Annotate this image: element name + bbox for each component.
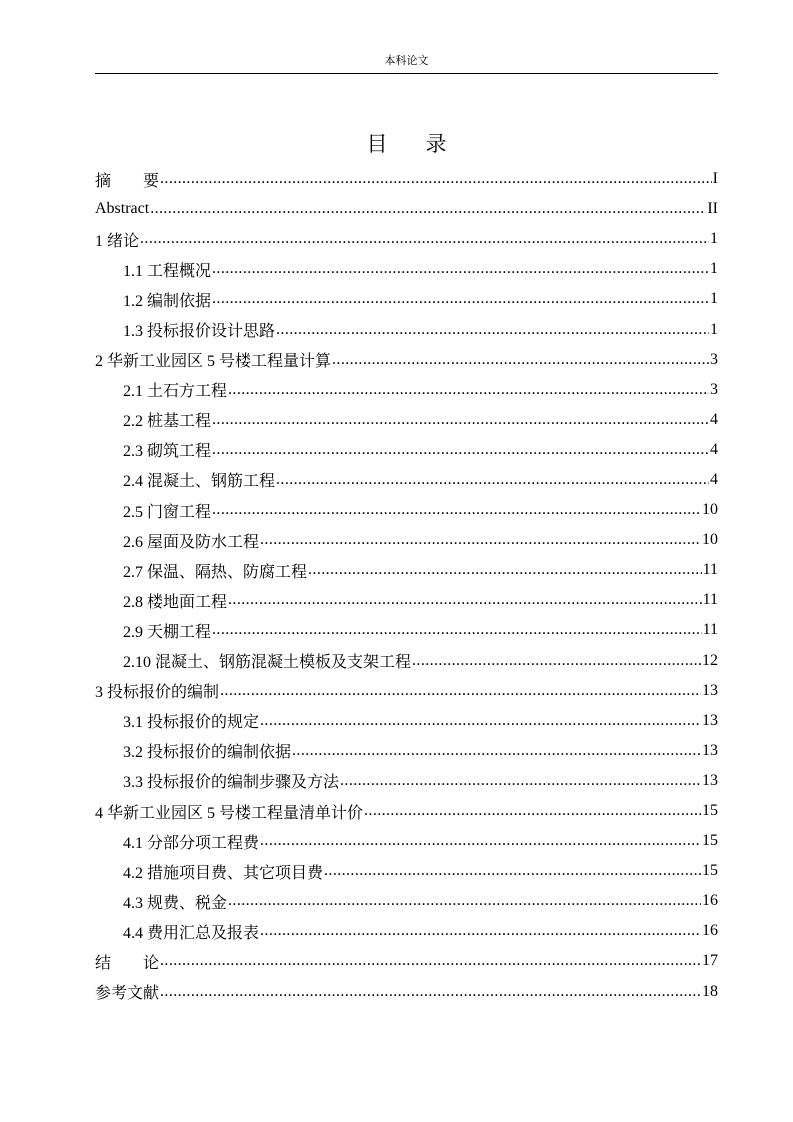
toc-entry[interactable] xyxy=(95,164,718,194)
toc-entry-page-number: 1 xyxy=(710,230,718,248)
toc-dot-leader xyxy=(260,531,701,549)
toc-dot-leader xyxy=(260,922,701,940)
toc-entry-label: 2.5 门窗工程 xyxy=(123,503,212,521)
toc-dot-leader xyxy=(228,892,701,910)
toc-entry-label: 4.3 规费、税金 xyxy=(123,894,228,912)
toc-entry[interactable] xyxy=(95,284,718,314)
toc-entry-page-number: I xyxy=(712,170,718,188)
toc-entry-label: 1.1 工程概况 xyxy=(123,262,212,280)
toc-entry-label: 2.2 桩基工程 xyxy=(123,413,212,431)
toc-dot-leader xyxy=(212,441,709,459)
toc-entry-label: 4.2 措施项目费、其它项目费 xyxy=(123,864,324,882)
toc-entry-label: 1.2 编制依据 xyxy=(123,292,212,310)
toc-entry-page-number: 18 xyxy=(702,982,718,1000)
toc-entry[interactable] xyxy=(95,555,718,585)
toc-title-part2: 录 xyxy=(425,132,447,156)
toc-entry[interactable] xyxy=(95,194,718,224)
toc-dot-leader xyxy=(412,652,701,670)
toc-dot-leader xyxy=(212,290,709,308)
toc-entry-page-number: 13 xyxy=(702,741,718,759)
toc-dot-leader xyxy=(220,682,701,700)
toc-dot-leader xyxy=(292,742,701,760)
toc-entry-label: 2 华新工业园区 5 号楼工程量计算 xyxy=(95,353,332,371)
toc-entry-label: 3.1 投标报价的规定 xyxy=(123,714,260,732)
toc-entry-label: 3.3 投标报价的编制步骤及方法 xyxy=(123,774,340,792)
toc-entry-label: 2.10 混凝土、钢筋混凝土模板及支架工程 xyxy=(123,654,412,672)
toc-entry-page-number: 1 xyxy=(710,290,718,308)
toc-entry-page-number: 13 xyxy=(702,771,718,789)
toc-entry-label: 2.8 楼地面工程 xyxy=(123,593,228,611)
toc-entry[interactable] xyxy=(95,345,718,375)
toc-entry[interactable] xyxy=(95,946,718,976)
toc-entry[interactable] xyxy=(95,495,718,525)
toc-entry[interactable] xyxy=(95,224,718,254)
toc-dot-leader xyxy=(276,471,709,489)
toc-dot-leader xyxy=(160,952,701,970)
toc-title-part1: 目 xyxy=(366,132,388,156)
toc-entry-page-number: 15 xyxy=(702,862,718,880)
toc-entry-page-number: 3 xyxy=(710,380,718,398)
toc-entry-label: 4.4 费用汇总及报表 xyxy=(123,924,260,942)
toc-entry-label: 4.1 分部分项工程费 xyxy=(123,834,260,852)
toc-entry-label: 摘 要 xyxy=(95,172,160,190)
toc-entry-page-number: 3 xyxy=(710,350,718,368)
toc-entry-label: Abstract xyxy=(95,200,150,218)
toc-dot-leader xyxy=(212,260,709,278)
page-header: 本科论文 xyxy=(384,55,429,67)
toc-title xyxy=(95,130,718,158)
toc-entry-page-number: 10 xyxy=(702,501,718,519)
toc-entry-label: 1 绪论 xyxy=(95,232,140,250)
toc-dot-leader xyxy=(160,983,701,1001)
toc-entry-page-number: 4 xyxy=(710,410,718,428)
toc-entry[interactable] xyxy=(95,525,718,555)
toc-dot-leader xyxy=(212,621,702,639)
toc-dot-leader xyxy=(308,561,702,579)
toc-entry-label: 2.9 天棚工程 xyxy=(123,623,212,641)
toc-dot-leader xyxy=(212,501,701,519)
toc-entry[interactable] xyxy=(95,856,718,886)
toc-entry[interactable] xyxy=(95,405,718,435)
toc-entry[interactable] xyxy=(95,375,718,405)
toc-entry-page-number: 12 xyxy=(702,651,718,669)
toc-entry-page-number: 10 xyxy=(702,531,718,549)
toc-entry-label: 4 华新工业园区 5 号楼工程量清单计价 xyxy=(95,804,364,822)
toc-entry-page-number: II xyxy=(707,200,718,218)
toc-dot-leader xyxy=(150,200,706,218)
toc-entry-label: 2.6 屋面及防水工程 xyxy=(123,533,260,551)
toc-dot-leader xyxy=(364,802,701,820)
toc-entry-page-number: 17 xyxy=(702,952,718,970)
toc-entry[interactable] xyxy=(95,796,718,826)
toc-entry[interactable] xyxy=(95,916,718,946)
toc-dot-leader xyxy=(260,712,701,730)
toc-dot-leader xyxy=(228,591,702,609)
toc-entry-page-number: 1 xyxy=(710,260,718,278)
header-rule xyxy=(95,73,718,74)
toc-entry-page-number: 13 xyxy=(702,681,718,699)
toc-entry[interactable] xyxy=(95,766,718,796)
toc-entry[interactable] xyxy=(95,585,718,615)
toc-entry[interactable] xyxy=(95,977,718,1007)
toc-dot-leader xyxy=(160,170,712,188)
toc-dot-leader xyxy=(212,411,709,429)
toc-entry[interactable] xyxy=(95,435,718,465)
toc-entry-page-number: 15 xyxy=(702,832,718,850)
toc-entry-page-number: 11 xyxy=(702,591,718,609)
toc-dot-leader xyxy=(228,381,709,399)
toc-entry-label: 2.3 砌筑工程 xyxy=(123,443,212,461)
toc-dot-leader xyxy=(260,832,701,850)
toc-entry[interactable] xyxy=(95,646,718,676)
toc-entry-label: 参考文献 xyxy=(95,985,160,1003)
toc-dot-leader xyxy=(276,321,709,339)
toc-entry[interactable] xyxy=(95,706,718,736)
table-of-contents xyxy=(95,164,718,1007)
toc-entry[interactable] xyxy=(95,615,718,645)
toc-entry[interactable] xyxy=(95,886,718,916)
toc-entry-page-number: 1 xyxy=(710,320,718,338)
toc-entry-page-number: 13 xyxy=(702,711,718,729)
toc-entry-page-number: 4 xyxy=(710,470,718,488)
toc-entry-page-number: 16 xyxy=(702,892,718,910)
toc-entry-page-number: 4 xyxy=(710,440,718,458)
toc-entry[interactable] xyxy=(95,314,718,344)
toc-entry-page-number: 11 xyxy=(702,561,718,579)
toc-entry-page-number: 16 xyxy=(702,922,718,940)
toc-dot-leader xyxy=(332,351,709,369)
toc-entry-label: 结 论 xyxy=(95,954,160,972)
toc-entry-page-number: 15 xyxy=(702,802,718,820)
toc-entry-label: 2.1 土石方工程 xyxy=(123,383,228,401)
toc-entry[interactable] xyxy=(95,826,718,856)
toc-dot-leader xyxy=(140,230,709,248)
toc-dot-leader xyxy=(340,772,701,790)
toc-entry-label: 1.3 投标报价设计思路 xyxy=(123,323,276,341)
toc-entry-label: 3.2 投标报价的编制依据 xyxy=(123,744,292,762)
toc-entry-label: 2.7 保温、隔热、防腐工程 xyxy=(123,563,308,581)
toc-entry-label: 2.4 混凝土、钢筋工程 xyxy=(123,473,276,491)
toc-entry-label: 3 投标报价的编制 xyxy=(95,684,220,702)
toc-entry-page-number: 11 xyxy=(702,621,718,639)
toc-entry[interactable] xyxy=(95,676,718,706)
toc-dot-leader xyxy=(324,862,701,880)
toc-entry[interactable] xyxy=(95,254,718,284)
toc-entry[interactable] xyxy=(95,465,718,495)
toc-entry[interactable] xyxy=(95,736,718,766)
